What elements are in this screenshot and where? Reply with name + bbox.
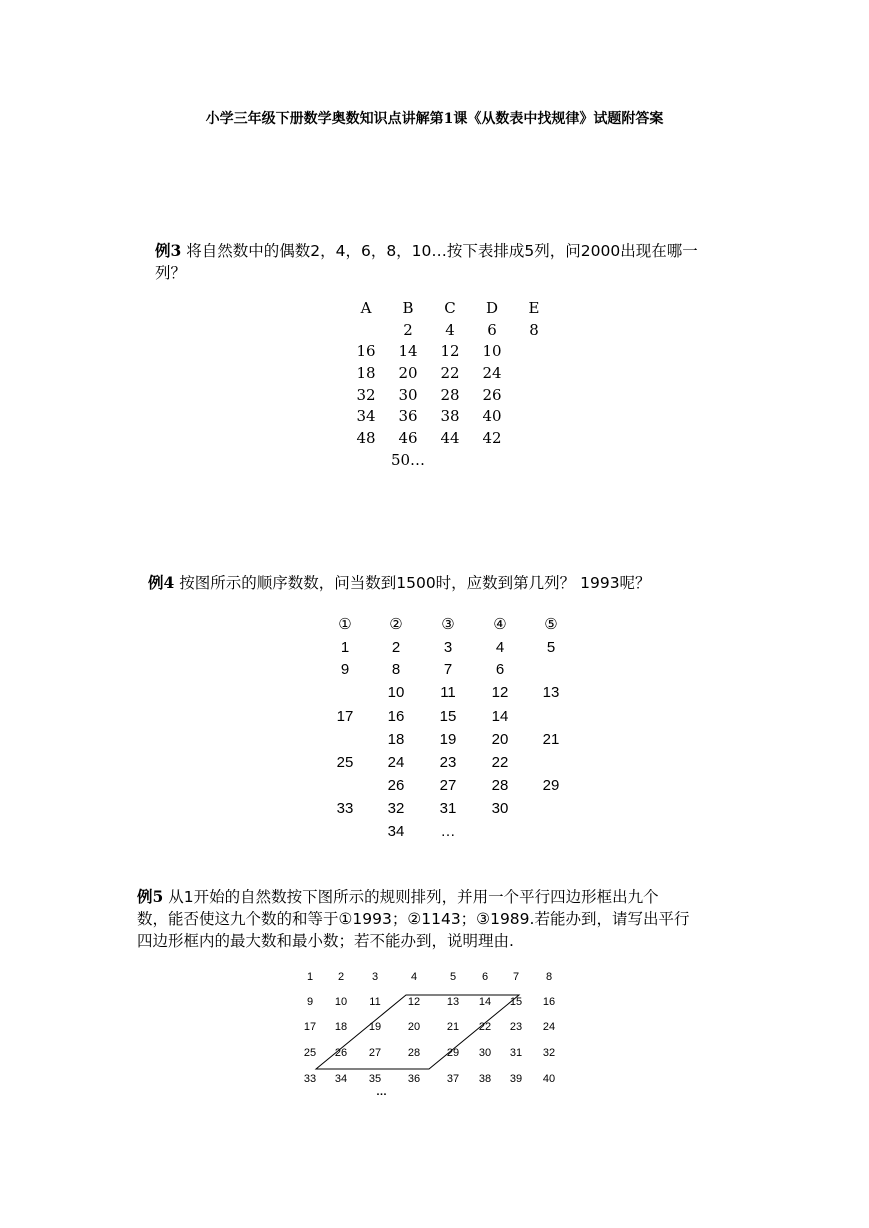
example-4-cell: 5 xyxy=(546,638,556,656)
example-4-cell: ③ xyxy=(441,616,455,633)
example-3-cell: 32 xyxy=(356,385,376,404)
grid-number: 17 xyxy=(303,1021,317,1033)
example-3-cell: 40 xyxy=(482,407,502,426)
example-4-cell: 18 xyxy=(387,730,405,748)
example-3-cell: 20 xyxy=(398,363,418,382)
grid-number: 38 xyxy=(478,1073,492,1085)
document-title: 小学三年级下册数学奥数知识点讲解第1课《从数表中找规律》试题附答案 xyxy=(205,111,664,127)
example-4-cell: 2 xyxy=(391,638,401,656)
example-3-cell: 6 xyxy=(487,320,497,339)
grid-number: 5 xyxy=(449,971,457,983)
parallelogram-outline xyxy=(316,995,519,1069)
grid-number: 7 xyxy=(512,971,520,983)
example-4-cell: ① xyxy=(338,616,352,633)
example-4-cell: 32 xyxy=(387,799,405,817)
example-4-cell: 33 xyxy=(336,799,354,817)
example-3-cell: 8 xyxy=(529,320,539,339)
grid-number: 18 xyxy=(334,1021,348,1033)
example-4-cell: 21 xyxy=(542,730,560,748)
grid-number: 19 xyxy=(368,1021,382,1033)
grid-number: 29 xyxy=(446,1047,460,1059)
example-4-cell: 25 xyxy=(336,753,354,771)
example-4-cell: 20 xyxy=(491,730,509,748)
example-4-cell: 30 xyxy=(491,799,509,817)
example-4-cell: 4 xyxy=(495,638,505,656)
grid-number: 4 xyxy=(410,971,418,983)
grid-number: 24 xyxy=(542,1021,556,1033)
example-4-cell: 14 xyxy=(491,707,509,725)
example-4-cell: 29 xyxy=(542,776,560,794)
example-3-line-2: 列？ xyxy=(155,264,187,282)
example-4-cell: 16 xyxy=(387,707,405,725)
example-4-cell: 7 xyxy=(443,660,453,678)
example-3-cell: 42 xyxy=(482,428,502,447)
grid-number: 10 xyxy=(334,996,348,1008)
grid-number: 15 xyxy=(509,996,523,1008)
example-4-cell: 24 xyxy=(387,753,405,771)
grid-number: 3 xyxy=(371,971,379,983)
grid-ellipsis: … xyxy=(376,1086,387,1098)
grid-number: 32 xyxy=(542,1047,556,1059)
example-4-cell: 17 xyxy=(336,707,354,725)
example-4-cell: … xyxy=(440,822,456,840)
example-4-line-1: 按图所示的顺序数数，问当数到1500时，应数到第几列？ 1993呢？ xyxy=(179,574,651,592)
grid-number: 35 xyxy=(368,1073,382,1085)
example-3-cell: 26 xyxy=(482,385,502,404)
example-3-cell: 38 xyxy=(440,407,460,426)
example-5-line-3: 四边形框内的最大数和最小数；若不能办到，说明理由. xyxy=(137,932,514,950)
example-3-cell: 36 xyxy=(398,407,418,426)
example-3-cell: 16 xyxy=(356,342,376,361)
example-3-cell: 10 xyxy=(482,342,502,361)
example-3-cell: 18 xyxy=(356,363,376,382)
grid-number: 6 xyxy=(481,971,489,983)
grid-number: 26 xyxy=(334,1047,348,1059)
example-4-cell: 19 xyxy=(439,730,457,748)
example-3-cell: A xyxy=(360,298,372,317)
example-4-cell: 31 xyxy=(439,799,457,817)
example-3-line-1: 将自然数中的偶数2，4，6，8，10…按下表排成5列，问2000出现在哪一 xyxy=(186,242,698,260)
example-3-cell: D xyxy=(485,298,499,317)
example-3-cell: 14 xyxy=(398,342,418,361)
example-4-cell: 26 xyxy=(387,776,405,794)
example-3-cell: 44 xyxy=(440,428,460,447)
grid-number: 13 xyxy=(446,996,460,1008)
example-4-cell: 6 xyxy=(495,660,505,678)
example-3-cell: 50… xyxy=(390,450,426,469)
grid-number: 16 xyxy=(542,996,556,1008)
example-4-cell: 8 xyxy=(391,660,401,678)
example-3-cell: 2 xyxy=(403,320,413,339)
grid-number: 9 xyxy=(306,996,314,1008)
example-4-cell: 27 xyxy=(439,776,457,794)
grid-number: 11 xyxy=(369,996,381,1008)
example-4-cell: 22 xyxy=(491,753,509,771)
example-4-cell: ④ xyxy=(493,616,507,633)
example-3-cell: 22 xyxy=(440,363,460,382)
example-3-cell: 48 xyxy=(356,428,376,447)
grid-number: 36 xyxy=(407,1073,421,1085)
grid-number: 8 xyxy=(545,971,553,983)
example-5-line-1: 从1开始的自然数按下图所示的规则排列，并用一个平行四边形框出九个 xyxy=(168,888,659,906)
grid-number: 22 xyxy=(478,1021,492,1033)
example-4-cell: 9 xyxy=(340,660,350,678)
example-4-cell: 15 xyxy=(439,707,457,725)
example-4-cell: 1 xyxy=(340,638,350,656)
example-4-cell: 13 xyxy=(542,683,560,701)
grid-number: 12 xyxy=(407,996,421,1008)
example-4-cell: ⑤ xyxy=(544,616,558,633)
grid-number: 25 xyxy=(303,1047,317,1059)
example-3-cell: C xyxy=(444,298,456,317)
grid-number: 34 xyxy=(334,1073,348,1085)
example-3-cell: 46 xyxy=(398,428,418,447)
grid-number: 27 xyxy=(368,1047,382,1059)
example-3-cell: 12 xyxy=(440,342,460,361)
example-4-cell: 34 xyxy=(387,822,405,840)
example-3-cell: 24 xyxy=(482,363,502,382)
example-3-cell: 30 xyxy=(398,385,418,404)
example-4-cell: 3 xyxy=(443,638,453,656)
example-5-line-2: 数，能否使这九个数的和等于①1993；②1143；③1989.若能办到，请写出平行 xyxy=(137,910,690,928)
grid-number: 39 xyxy=(509,1073,523,1085)
example-3-label: 例3 xyxy=(155,241,182,260)
example-3-cell: E xyxy=(528,298,540,317)
example-5-label: 例5 xyxy=(137,887,164,906)
example-4-cell: ② xyxy=(389,616,403,633)
example-4-label: 例4 xyxy=(148,573,175,592)
example-3-cell: B xyxy=(402,298,414,317)
example-4-cell: 28 xyxy=(491,776,509,794)
example-3-cell: 4 xyxy=(445,320,455,339)
grid-number: 21 xyxy=(446,1021,460,1033)
example-3-cell: 34 xyxy=(356,407,376,426)
grid-number: 28 xyxy=(407,1047,421,1059)
grid-number: 2 xyxy=(337,971,345,983)
example-4-cell: 23 xyxy=(439,753,457,771)
example-4-cell: 11 xyxy=(440,683,456,701)
example-3-cell: 28 xyxy=(440,385,460,404)
example-4-cell: 12 xyxy=(491,683,509,701)
grid-number: 14 xyxy=(478,996,492,1008)
grid-number: 1 xyxy=(306,971,314,983)
grid-number: 40 xyxy=(542,1073,556,1085)
example-4-cell: 10 xyxy=(387,683,405,701)
grid-number: 30 xyxy=(478,1047,492,1059)
grid-number: 33 xyxy=(303,1073,317,1085)
grid-number: 23 xyxy=(509,1021,523,1033)
grid-number: 37 xyxy=(446,1073,460,1085)
grid-number: 31 xyxy=(509,1047,523,1059)
grid-number: 20 xyxy=(407,1021,421,1033)
